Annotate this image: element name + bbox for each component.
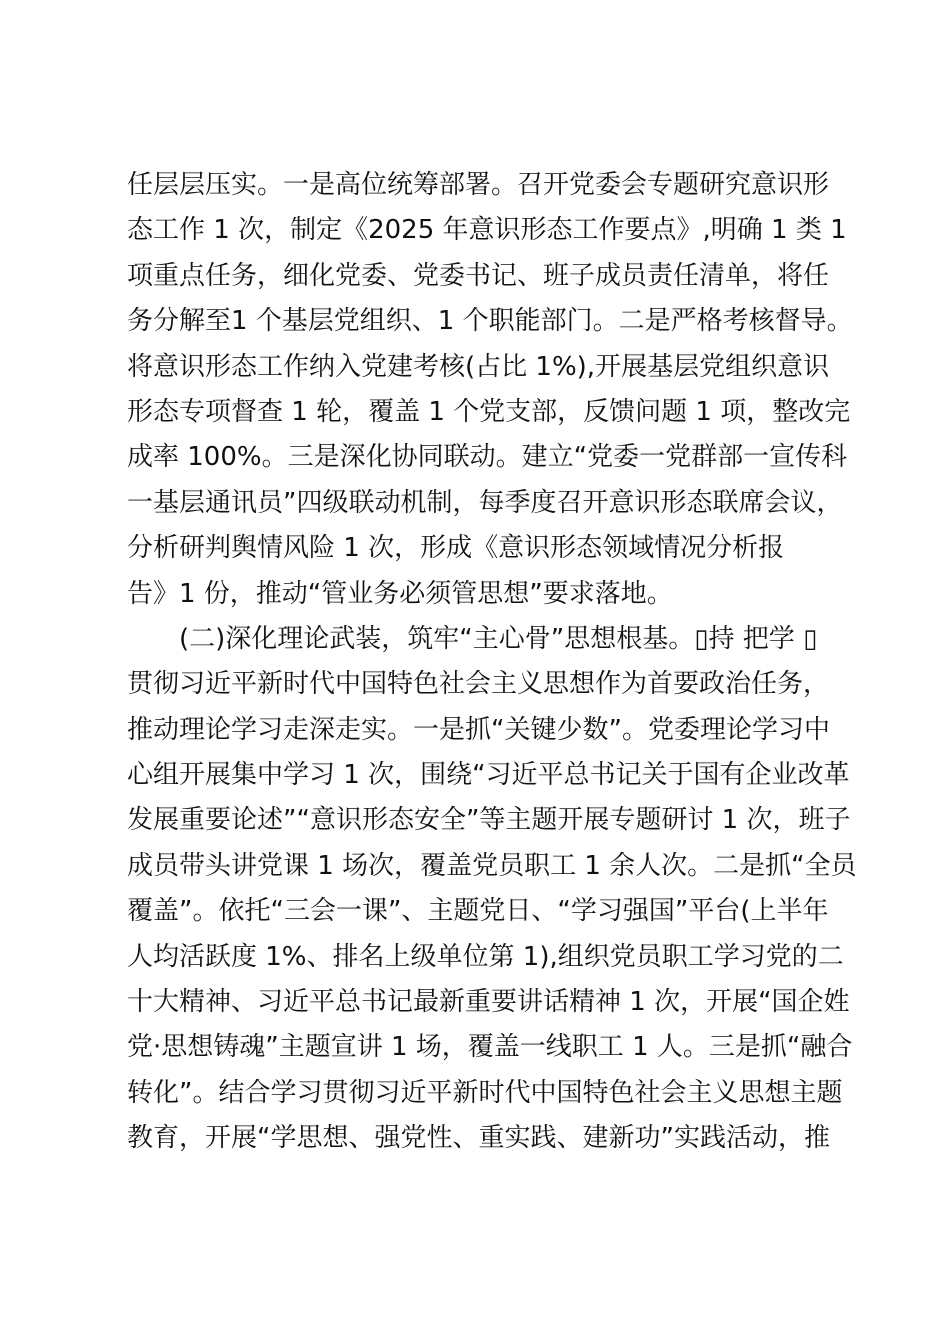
text-line: 成员带头讲党课 1 场次，覆盖党员职工 1 余人次。二是抓“全员 <box>127 850 857 881</box>
body-text <box>127 163 857 1162</box>
text-line: 将意识形态工作纳入党建考核(占比 1%),开展基层党组织意识 <box>127 351 830 382</box>
text-line: 分析研判舆情风险 1 次，形成《意识形态领域情况分析报 <box>127 533 785 564</box>
text-line: 人均活跃度 1%、排名上级单位第 1),组织党员职工学习党的二 <box>127 941 844 972</box>
text-line: 任层层压实。一是高位统筹部署。召开党委会专题研究意识形 <box>127 170 830 200</box>
text-line: 形态专项督查 1 轮，覆盖 1 个党支部，反馈问题 1 项，整改完 <box>127 396 851 427</box>
text-line: 推动理论学习走深走实。一是抓“关键少数”。党委理论学习中 <box>127 714 830 745</box>
text-line: 一基层通讯员”四级联动机制，每季度召开意识形态联席会议， <box>127 487 843 518</box>
text-line: 项重点任务，细化党委、党委书记、班子成员责任清单，将任 <box>127 260 830 291</box>
text-line: 务分解至1 个基层党组织、1 个职能部门。二是严格考核督导。 <box>127 306 853 337</box>
text-line: 心组开展集中学习 1 次，围绕“习近平总书记关于国有企业改革 <box>127 760 850 791</box>
text-line: 发展重要论述”“意识形态安全”等主题开展专题研讨 1 次，班子 <box>127 805 851 836</box>
text-line: 态工作 1 次，制定《2025 年意识形态工作要点》,明确 1 类 1 <box>127 215 847 246</box>
text-line: 十大精神、习近平总书记最新重要讲话精神 1 次，开展“国企姓 <box>127 987 850 1018</box>
text-line: 成率 100%。三是深化协同联动。建立“党委一党群部一宣传科 <box>127 442 848 473</box>
text-line: 覆盖”。依托“三会一课”、主题党日、“学习强国”平台(上半年 <box>127 896 829 927</box>
text-line: 党·思想铸魂”主题宣讲 1 场，覆盖一线职工 1 人。三是抓“融合 <box>127 1032 853 1063</box>
text-line: 转化”。结合学习贯彻习近平新时代中国特色社会主义思想主题 <box>127 1077 843 1108</box>
text-line: 告》1 份，推动“管业务必须管思想”要求落地。 <box>127 578 673 609</box>
text-line: 教育，开展“学思想、强党性、重实践、建新功”实践活动，推 <box>127 1123 830 1154</box>
section-heading-line: (二)深化理论武装，筑牢“主心骨”思想根基。▯持 把学 ▯ <box>179 623 818 654</box>
text-line: 贯彻习近平新时代中国特色社会主义思想作为首要政治任务， <box>127 669 830 700</box>
